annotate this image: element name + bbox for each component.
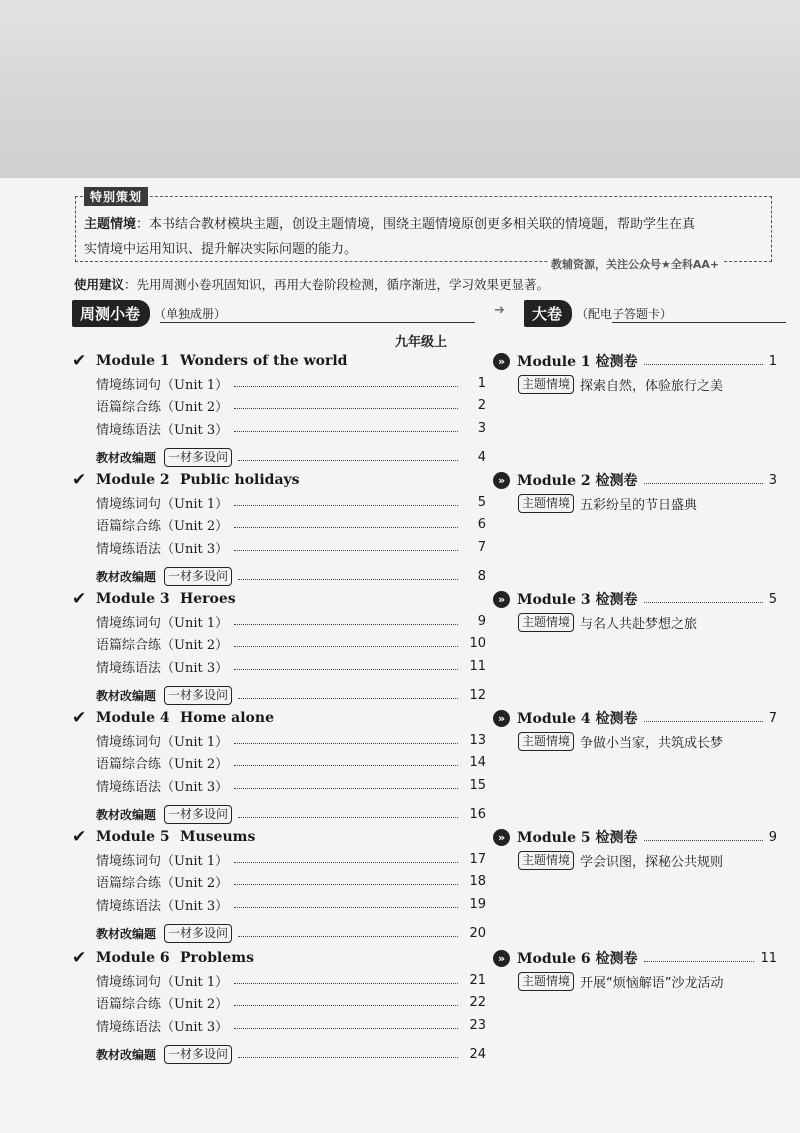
entry-label: 情境练语法（Unit 3） <box>96 898 229 914</box>
dot-leader <box>234 505 458 506</box>
badge: 一材多设问 <box>164 448 232 467</box>
dot-leader <box>234 884 458 885</box>
toc-entry-edit[interactable] <box>96 566 486 589</box>
dot-leader <box>644 483 763 484</box>
exam-section-sub: （配电子答题卡） <box>576 307 673 321</box>
toc-entry[interactable] <box>96 395 486 418</box>
entry-label: 教材改编题 <box>96 689 157 704</box>
page-number: 7 <box>477 539 486 555</box>
exam-title: Module 2 检测卷 <box>517 473 638 489</box>
toc-entry[interactable] <box>96 491 486 514</box>
toc-entry-edit[interactable] <box>96 447 486 470</box>
entry-label: 教材改编题 <box>96 570 157 585</box>
toc-entry[interactable] <box>96 417 486 440</box>
plan-body: ：本书结合教材模块主题，创设主题情境，围绕主题情境原创更多相关联的情境题，帮助学生在真 <box>136 217 696 232</box>
page-number: 21 <box>469 972 486 988</box>
plan-body-2: 实情境中运用知识、提升解决实际问题的能力。 <box>84 242 358 257</box>
badge: 主题情境 <box>518 375 574 394</box>
page-number: 6 <box>477 517 486 533</box>
entry-label: 情境练词句（Unit 1） <box>96 734 229 750</box>
toc-entry[interactable] <box>96 729 486 752</box>
weekly-section-sub: （单独成册） <box>154 307 227 321</box>
entry-label: 语篇综合练（Unit 2） <box>96 757 229 773</box>
checkmark-icon: ✔ <box>72 589 87 609</box>
scene-text: 探索自然，体验旅行之美 <box>580 379 724 394</box>
dot-leader <box>234 431 458 432</box>
double-chevron-icon: » <box>493 591 510 608</box>
module-number: Module 1 <box>96 353 170 369</box>
exam-section-title: 大卷 <box>524 300 572 327</box>
entry-label: 情境练词句（Unit 1） <box>96 974 229 990</box>
scene-text: 开展“烦恼解语”沙龙活动 <box>580 976 724 991</box>
dot-leader <box>234 624 458 625</box>
page-number: 7 <box>768 710 777 726</box>
scene-text: 五彩纷呈的节日盛典 <box>580 498 698 513</box>
module-title <box>72 350 486 372</box>
exam-title: Module 1 检测卷 <box>517 354 638 370</box>
scene-text: 争做小当家，共筑成长梦 <box>580 736 724 751</box>
dot-leader <box>234 862 458 863</box>
badge: 主题情境 <box>518 851 574 870</box>
double-chevron-icon: » <box>493 353 510 370</box>
page-number: 17 <box>469 851 486 867</box>
page-number: 3 <box>477 420 486 436</box>
exam-entry[interactable] <box>493 588 777 610</box>
entry-label: 教材改编题 <box>96 927 157 942</box>
toc-entry[interactable] <box>96 372 486 395</box>
module-number: Module 6 <box>96 950 170 966</box>
page-number: 11 <box>760 950 777 966</box>
toc-entry[interactable] <box>96 969 486 992</box>
page-number: 8 <box>477 569 486 585</box>
double-chevron-icon: » <box>493 710 510 727</box>
dot-leader <box>644 602 763 603</box>
dot-leader <box>234 669 458 670</box>
exam-block <box>493 350 777 394</box>
plan-label: 主题情境 <box>84 217 137 232</box>
exam-block <box>493 947 777 991</box>
special-plan-tag: 特别策划 <box>84 187 148 206</box>
toc-entry[interactable] <box>96 514 486 537</box>
module-name: Museums <box>180 829 256 845</box>
entry-label: 情境练词句（Unit 1） <box>96 496 229 512</box>
dot-leader <box>238 936 458 937</box>
badge: 主题情境 <box>518 494 574 513</box>
dot-leader <box>644 961 755 962</box>
usage-tip <box>74 275 549 293</box>
exam-scene <box>518 972 777 991</box>
module-name: Problems <box>180 950 254 966</box>
page-number: 1 <box>477 375 486 391</box>
page-number: 20 <box>469 926 486 942</box>
dot-leader <box>234 1005 458 1006</box>
module-block <box>72 947 486 1066</box>
arrow-right-icon: ➜ <box>494 303 505 318</box>
module-title <box>72 707 486 729</box>
page-number: 13 <box>469 732 486 748</box>
page-number: 12 <box>469 688 486 704</box>
exam-entry[interactable] <box>493 826 777 848</box>
entry-label: 教材改编题 <box>96 451 157 466</box>
exam-title: Module 3 检测卷 <box>517 592 638 608</box>
toc-entry-edit[interactable] <box>96 1044 486 1067</box>
module-name: Heroes <box>180 591 236 607</box>
page-number: 10 <box>469 636 486 652</box>
page-number: 24 <box>469 1047 486 1063</box>
exam-entry[interactable] <box>493 947 777 969</box>
entry-label: 情境练语法（Unit 3） <box>96 779 229 795</box>
module-block <box>72 469 486 588</box>
badge: 一材多设问 <box>164 686 232 705</box>
page-number: 4 <box>477 450 486 466</box>
dot-leader <box>238 817 458 818</box>
toc-entry-edit[interactable] <box>96 685 486 708</box>
page-number: 1 <box>768 353 777 369</box>
divider <box>612 322 786 323</box>
module-number: Module 2 <box>96 472 170 488</box>
entry-label: 语篇综合练（Unit 2） <box>96 997 229 1013</box>
exam-scene <box>518 732 777 751</box>
page-number: 14 <box>469 755 486 771</box>
exam-scene <box>518 851 777 870</box>
dot-leader <box>238 698 458 699</box>
entry-label: 教材改编题 <box>96 1048 157 1063</box>
checkmark-icon: ✔ <box>72 470 87 490</box>
dot-leader <box>644 840 763 841</box>
toc-entry[interactable] <box>96 1014 486 1037</box>
toc-entry[interactable] <box>96 992 486 1015</box>
module-number: Module 5 <box>96 829 170 845</box>
dot-leader <box>238 579 458 580</box>
exam-title: Module 4 检测卷 <box>517 711 638 727</box>
entry-label: 语篇综合练（Unit 2） <box>96 519 229 535</box>
entry-label: 语篇综合练（Unit 2） <box>96 638 229 654</box>
badge: 一材多设问 <box>164 924 232 943</box>
entry-label: 语篇综合练（Unit 2） <box>96 400 229 416</box>
exam-block <box>493 469 777 513</box>
exam-block <box>493 707 777 751</box>
page-number: 9 <box>768 829 777 845</box>
double-chevron-icon: » <box>493 829 510 846</box>
dot-leader <box>234 408 458 409</box>
toc-entry[interactable] <box>96 655 486 678</box>
toc-entry[interactable] <box>96 610 486 633</box>
badge: 主题情境 <box>518 972 574 991</box>
page-number: 11 <box>469 658 486 674</box>
toc-entry[interactable] <box>96 774 486 797</box>
module-name: Wonders of the world <box>180 353 348 369</box>
dot-leader <box>234 907 458 908</box>
entry-label: 情境练语法（Unit 3） <box>96 1019 229 1035</box>
page-number: 18 <box>469 874 486 890</box>
page-number: 2 <box>477 398 486 414</box>
page-number: 9 <box>477 613 486 629</box>
dot-leader <box>234 983 458 984</box>
module-block <box>72 588 486 707</box>
entry-label: 情境练词句（Unit 1） <box>96 377 229 393</box>
exam-title: Module 5 检测卷 <box>517 830 638 846</box>
dot-leader <box>644 721 763 722</box>
exam-entry[interactable] <box>493 469 777 491</box>
module-block <box>72 707 486 826</box>
module-block <box>72 826 486 945</box>
page-number: 15 <box>469 777 486 793</box>
dot-leader <box>234 550 458 551</box>
checkmark-icon: ✔ <box>72 351 87 371</box>
module-title <box>72 469 486 491</box>
module-title <box>72 588 486 610</box>
toc-entry-edit[interactable] <box>96 923 486 946</box>
page-number: 5 <box>768 591 777 607</box>
badge: 一材多设问 <box>164 567 232 586</box>
double-chevron-icon: » <box>493 950 510 967</box>
badge: 主题情境 <box>518 732 574 751</box>
weekly-section-title: 周测小卷 <box>72 300 150 327</box>
toc-entry[interactable] <box>96 752 486 775</box>
toc-entry[interactable] <box>96 848 486 871</box>
entry-label: 情境练语法（Unit 3） <box>96 422 229 438</box>
exam-scene <box>518 494 777 513</box>
toc-entry[interactable] <box>96 536 486 559</box>
toc-entry-edit[interactable] <box>96 804 486 827</box>
exam-entry[interactable] <box>493 707 777 729</box>
dot-leader <box>644 364 763 365</box>
watermark: 教辅资源，关注公众号★全科AA+ <box>548 256 722 272</box>
badge: 一材多设问 <box>164 1045 232 1064</box>
badge: 主题情境 <box>518 613 574 632</box>
dot-leader <box>234 788 458 789</box>
dot-leader <box>234 527 458 528</box>
scene-text: 与名人共赴梦想之旅 <box>580 617 698 632</box>
page-number: 3 <box>768 472 777 488</box>
dot-leader <box>234 386 458 387</box>
exam-scene <box>518 613 777 632</box>
toc-entry[interactable] <box>96 633 486 656</box>
divider <box>160 322 475 323</box>
entry-label: 情境练语法（Unit 3） <box>96 660 229 676</box>
checkmark-icon: ✔ <box>72 708 87 728</box>
checkmark-icon: ✔ <box>72 827 87 847</box>
dot-leader <box>234 646 458 647</box>
exam-block <box>493 588 777 632</box>
exam-entry[interactable] <box>493 350 777 372</box>
dot-leader <box>238 1057 458 1058</box>
header-band <box>0 0 800 178</box>
double-chevron-icon: » <box>493 472 510 489</box>
toc-entry[interactable] <box>96 893 486 916</box>
module-title <box>72 826 486 848</box>
entry-label: 语篇综合练（Unit 2） <box>96 876 229 892</box>
page-number: 19 <box>469 896 486 912</box>
dot-leader <box>234 1028 458 1029</box>
page-number: 23 <box>469 1017 486 1033</box>
page-number: 16 <box>469 807 486 823</box>
usage-text: ：先用周测小卷巩固知识，再用大卷阶段检测，循序渐进，学习效果更显著。 <box>124 277 550 292</box>
entry-label: 教材改编题 <box>96 808 157 823</box>
dot-leader <box>238 460 458 461</box>
badge: 一材多设问 <box>164 805 232 824</box>
module-title <box>72 947 486 969</box>
exam-title: Module 6 检测卷 <box>517 951 638 967</box>
exam-block <box>493 826 777 870</box>
dot-leader <box>234 765 458 766</box>
module-block <box>72 350 486 469</box>
special-plan-text <box>84 212 764 262</box>
module-name: Home alone <box>180 710 274 726</box>
page-number: 5 <box>477 494 486 510</box>
grade-label: 九年级上 <box>395 335 448 350</box>
checkmark-icon: ✔ <box>72 948 87 968</box>
toc-entry[interactable] <box>96 871 486 894</box>
entry-label: 情境练词句（Unit 1） <box>96 615 229 631</box>
page-number: 22 <box>469 995 486 1011</box>
entry-label: 情境练语法（Unit 3） <box>96 541 229 557</box>
entry-label: 情境练词句（Unit 1） <box>96 853 229 869</box>
usage-label: 使用建议 <box>74 277 125 292</box>
scene-text: 学会识图，探秘公共规则 <box>580 855 724 870</box>
exam-scene <box>518 375 777 394</box>
module-number: Module 4 <box>96 710 170 726</box>
module-number: Module 3 <box>96 591 170 607</box>
module-name: Public holidays <box>180 472 300 488</box>
dot-leader <box>234 743 458 744</box>
